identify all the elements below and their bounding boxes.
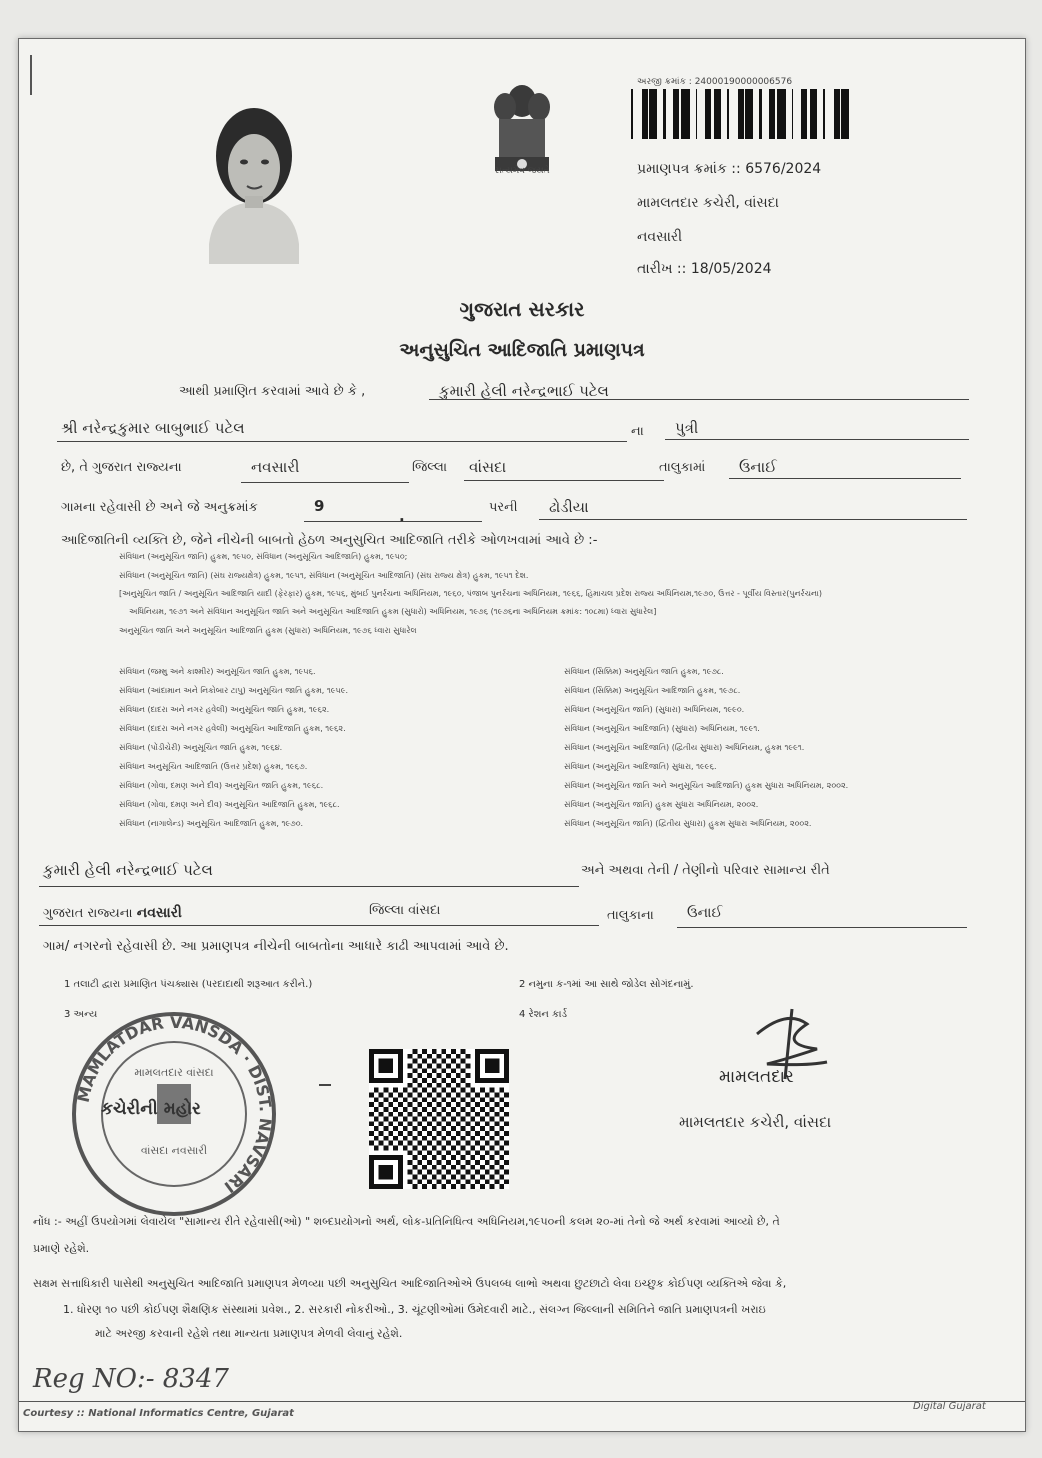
village-value-2: ઉનાઈ — [687, 905, 723, 921]
date-value: 18/05/2024 — [690, 261, 772, 277]
taluka-label-2: તાલુકાના — [607, 908, 654, 923]
issue-date — [637, 261, 772, 277]
cert-no-value: 6576/2024 — [745, 161, 822, 177]
order-right-item: સંવિધાન (સિક્કિમ) અનુસૂચિત આદિજાતિ હુકમ, ૧૯૭૮. — [564, 686, 741, 695]
margin-mark — [30, 55, 32, 95]
resident-prefix: ગામના રહેવાસી છે અને જે અનુક્રમાંક — [61, 500, 258, 515]
holder-name-repeat-line — [39, 886, 579, 887]
tribe-recognition-text: આદિજાતિની વ્યક્તિ છે, જેને નીચેની બાબતો હેઠળ અનુસુચિત આદિજાતિ તરીકે ઓળખવામાં આવે છે :- — [61, 533, 598, 548]
applicant-photo — [179, 94, 329, 264]
order-right-item: સંવિધાન (અનુસૂચિત જાતિ અને અનુસૂચિત આદિજાતિ) હુકમ સુધારા અધિનિયમ, ૨૦૦૨. — [564, 781, 849, 790]
order-line: [અનુસૂચિત જાતિ / અનુસૂચિત આદિજાતિ યાદી (ફેરફાર) હુકમ, ૧૯૫૬, મુંબઈ પુનર્રચના અધિનિયમ, ૧૯૬૦, પંજાબ પુનર્રચના અધિનિયમ, ૧૯૬૬, હિમાચલ પ્રદેશ રાજ્ય અધિનિયમ,૧૯૭૦, ઉત્તર - પૂર્વીય વિસ્તાર(પુનર્રચના) — [119, 589, 823, 598]
seal-ring-text: MAMLATDAR VANSDA · DIST. NAVSARI — [73, 1012, 276, 1197]
seal-label: કચેરીની મહોર — [101, 1099, 201, 1119]
holder-name-repeat: કુમારી હેલી નરેન્દ્રભાઈ પટેલ — [43, 861, 213, 879]
order-right-item: સંવિધાન (અનુસૂચિત જાતિ) (સુધારા) અધિનિયમ, ૧૯૯૦. — [564, 705, 745, 714]
seal-inner-bottom: વાંસદા નવસારી — [140, 1144, 208, 1157]
note-1b: પ્રમાણે રહેશે. — [33, 1242, 90, 1255]
order-line: સંવિધાન (અનુસૂચિત જાતિ) (સંઘ રાજ્યક્ષેત્ર) હુકમ, ૧૯૫૧, સંવિધાન (અનુસૂચિત આદિજાતિ) (સંઘ રાજ્ય ક્ષેત્ર) હુકમ, ૧૯૫૧ દેશ. — [119, 571, 529, 580]
order-left-item: સંવિધાન (દાદરા અને નગર હવેલી) અનુસૂચિત આદિજાતિ હુકમ, ૧૯૬૨. — [119, 724, 346, 733]
district-value: નવસારી — [251, 458, 300, 476]
taluka-value: વાંસદા — [469, 458, 507, 476]
holder-name-line — [429, 399, 969, 400]
village-line — [729, 478, 961, 479]
note-4: માટે અરજી કરવાની રહેશે તથા માન્યતા પ્રમાણપત્ર મેળવી લેવાનું રહેશે. — [95, 1327, 403, 1340]
note-3: 1. ધોરણ ૧૦ પછી કોઈપણ શૈક્ષણિક સંસ્થામાં પ્રવેશ., 2. સરકારી નોકરીઓ., 3. ચૂંટણીઓમાં ઉમેદવારી માટે., સંલગ્ન જિલ્લાની સમિતિને જાતિ પ્રમાણપત્રની ખરાઇ — [63, 1303, 766, 1316]
certificate-sheet — [18, 38, 1026, 1432]
intro-text: આથી પ્રમાણિત કરવામાં આવે છે કે , — [179, 384, 366, 399]
district-label: જિલ્લા — [412, 460, 448, 475]
order-left-item: સંવિધાન (આંદામાન અને નિકોબાર ટાપુ) અનુસૂચિત જાતિ હુકમ, ૧૯૫૯. — [119, 686, 349, 695]
order-right-item: સંવિધાન (અનુસૂચિત આદિજાતિ) (દ્વિતીય સુધારા) અધિનિયમ, હુકમ ૧૯૯૧. — [564, 743, 805, 752]
state-line-2 — [39, 925, 599, 926]
na-text: ના — [631, 424, 644, 439]
district-label-2 — [369, 903, 440, 918]
district-value-2: નવસારી — [136, 905, 182, 921]
tribe-line — [539, 519, 967, 520]
father-name: શ્રી નરેન્દ્રકુમાર બાબુભાઈ પટેલ — [61, 419, 245, 437]
order-left-item: સંવિધાન (પોંડીચેરી) અનુસૂચિત જાતિ હુકમ, ૧૯૬૪. — [119, 743, 283, 752]
government-title: ગુજરાત સરકાર — [459, 297, 585, 321]
application-number: અરજી ક્રમાંક : 24000190000006576 — [637, 77, 793, 87]
footer-rule — [19, 1401, 1025, 1402]
certificate-title: અનુસુચિત આદિજાતિ પ્રમાણપત્ર — [399, 339, 645, 361]
order-right-item: સંવિધાન (અનુસૂચિત જાતિ) હુકમ સુધારા અધિનિયમ, ૨૦૦૨. — [564, 800, 759, 809]
signatory-office: મામલતદાર કચેરી, વાંસદા — [679, 1113, 832, 1131]
relation-line — [665, 439, 969, 440]
state-prefix-2-label: ગુજરાત રાજ્યના — [43, 906, 133, 921]
order-line: અધિનિયમ, ૧૯૭૧ અને સંવિધાન અનુસૂચિત જાતિ અને અનુસૂચિત આદિજાતિ હુકમ (સુધારો) અધિનિયમ, ૧૯૭૬ (૧૯૭૬ના અધિનિયમ ક્રમાંક: ૧૦૮મા) ધ્વારા સુધારેલ] — [129, 607, 657, 616]
handwritten-reg-number: Reg NO:- 8347 — [33, 1364, 229, 1394]
village-line-2 — [677, 927, 967, 928]
taluka-value-2: વાંસદા — [408, 903, 441, 918]
doc-item-3: 3 અન્ય — [64, 1009, 98, 1020]
village-value: ઉનાઈ — [739, 458, 777, 476]
state-prefix: છે, તે ગુજરાત રાજ્યના — [61, 460, 182, 475]
footer-courtesy: Courtesy :: National Informatics Centre, Gujarat — [23, 1408, 294, 1419]
basis-text: ગામ/ નગરનો રહેવાસી છે. આ પ્રમાણપત્ર નીચેની બાબતોના આધારે કાઢી આપવામાં આવે છે. — [43, 939, 509, 954]
note-2: સક્ષમ સત્તાધિકારી પાસેથી અનુસુચિત આદિજાતિ પ્રમાણપત્ર મેળવ્યા પછી અનુસુચિત આદિજાતિઓએ ઉપલબ્ધ લાભો અથવા છુટછાટો લેવા ઇચ્છુક કોઈપણ વ્યક્તિએ જેવા કે, — [33, 1277, 787, 1290]
seal-dash — [319, 1084, 331, 1086]
order-left-item: સંવિધાન (દાદરા અને નગર હવેલી) અનુસૂચિત જાતિ હુકમ, ૧૯૬૨. — [119, 705, 330, 714]
national-emblem-icon — [477, 59, 567, 199]
qr-code — [369, 1049, 509, 1189]
serial-dot: . — [399, 507, 405, 525]
doc-item-1: 1 તલાટી દ્વારા પ્રમાણિત પંચક્યાસ (પરદાદાથી શરૂઆત કરીને.) — [64, 979, 313, 990]
order-left-item: સંવિધાન (ગોવા, દમણ અને દીવ) અનુસૂચિત આદિજાતિ હુકમ, ૧૯૬૮. — [119, 800, 340, 809]
father-name-line — [57, 441, 627, 442]
footer-digital-gujarat: Digital Gujarat — [913, 1401, 986, 1412]
relation: પુત્રી — [675, 419, 699, 437]
parni-text: પરની — [489, 500, 518, 515]
order-right-item: સંવિધાન (સિક્કિમ) અનુસૂચિત જાતિ હુકમ, ૧૯૭૮. — [564, 667, 724, 676]
district-line — [241, 482, 409, 483]
order-left-item: સંવિધાન (ગોવા, દમણ અને દીવ) અનુસૂચિત જાતિ હુકમ, ૧૯૬૮. — [119, 781, 324, 790]
order-right-item: સંવિધાન (અનુસૂચિત આદિજાતિ) (સુધારા) અધિનિયમ, ૧૯૯૧. — [564, 724, 760, 733]
note-1: નોંધ :- અહીં ઉપયોગમાં લેવાયેલ "સામાન્ય રીતે રહેવાસી(ઓ) " શબ્દપ્રયોગનો અર્થ, લોક-પ્રતિનિધિત્વ અધિનિયમ,૧૯૫૦ની કલમ ૨૦-માં તેનો જે અર્થ કરવામાં આવ્યો છે, તે — [33, 1215, 780, 1228]
seal-inner-text: મામલતદાર વાંસદા — [134, 1066, 214, 1079]
order-left-item: સંવિધાન અનુસૂચિત આદિજાતિ (ઉત્તર પ્રદેશ) હુકમ, ૧૯૬૭. — [119, 762, 308, 771]
doc-item-2: 2 નમુના ક-૧માં આ સાથે જોડેલ સોગંદનામું. — [519, 979, 694, 990]
cert-no-label: પ્રમાણપત્ર ક્રમાંક :: — [637, 161, 741, 177]
serial-line — [304, 521, 482, 522]
district-label-2-text: જિલ્લા — [369, 903, 405, 918]
issuing-district: નવસારી — [637, 229, 683, 245]
taluka-line — [464, 480, 664, 481]
state-prefix-2 — [43, 905, 182, 921]
tribe-name: ઢોડીયા — [549, 498, 589, 516]
date-label: તારીખ :: — [637, 261, 687, 277]
holder-name: કુમારી હેલી નરેન્દ્રભાઈ પટેલ — [439, 382, 609, 400]
orders-right-column — [564, 667, 848, 838]
order-line: સંવિધાન (અનુસૂચિત જાતિ) હુકમ, ૧૯૫૦, સંવિધાન (અનુસૂચિત આદિજાતિ) હુકમ, ૧૯૫૦; — [119, 552, 408, 561]
orders-left-column — [119, 667, 348, 838]
barcode — [627, 89, 857, 139]
order-line: અનુસૂચિત જાતિ અને અનુસૂચિત આદિજાતિ હુકમ (સુધારા) અધિનિયમ, ૧૯૭૬ ધ્વારા સુધારેલ — [119, 626, 417, 635]
order-right-item: સંવિધાન (અનુસૂચિત જાતિ) (દ્વિતીય સુધારા) હુકમ સુધારા અધિનિયમ, ૨૦૦૨. — [564, 819, 812, 828]
family-text: અને અથવા તેની / તેણીનો પરિવાર સામાન્ય રીતે — [581, 863, 830, 878]
order-left-item: સંવિધાન (જમ્મુ અને કાશ્મીર) અનુસૂચિત જાતિ હુકમ, ૧૯૫૬. — [119, 667, 316, 676]
order-right-item: સંવિધાન (અનુસૂચિત આદિજાતિ) સુધારા, ૧૯૯૬. — [564, 762, 717, 771]
serial-number: 9 — [314, 497, 325, 515]
signatory-title: મામલતદાર — [719, 1067, 794, 1087]
satyamev-jayate-text: સત્યમેવ જયતે — [494, 166, 550, 176]
doc-item-4: 4 રેશન કાર્ડ — [519, 1009, 568, 1020]
certificate-number — [637, 161, 821, 177]
issuing-office: મામલતદાર કચેરી, વાંસદા — [637, 195, 779, 211]
taluka-label: તાલુકામાં — [659, 460, 706, 475]
order-left-item: સંવિધાન (નાગાલેન્ડ) અનુસૂચિત આદિજાતિ હુકમ, ૧૯૭૦. — [119, 819, 304, 828]
